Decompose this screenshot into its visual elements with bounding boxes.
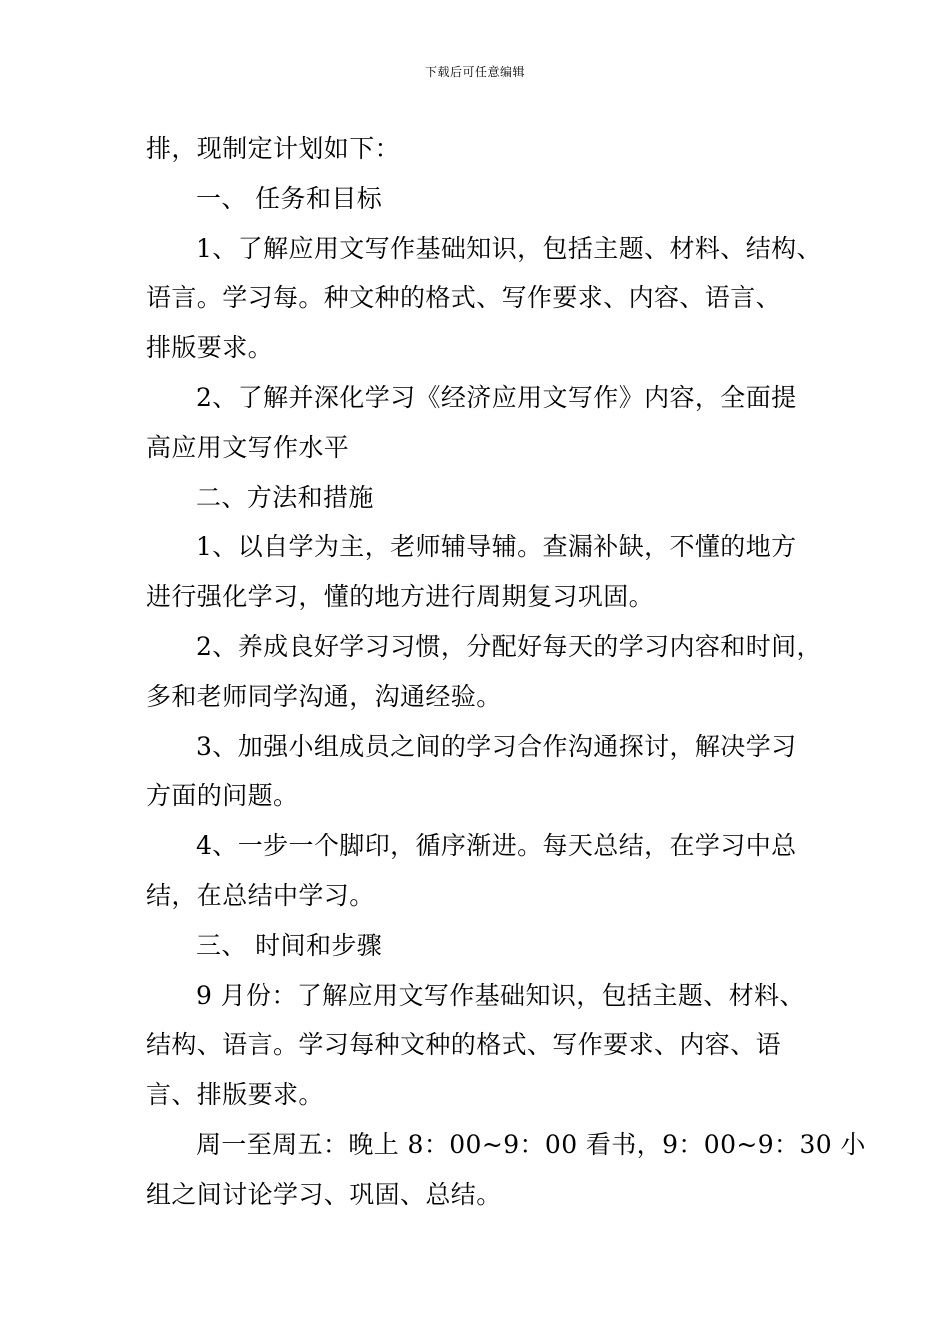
text-line: 方面的问题。 — [146, 781, 299, 811]
text-line: 结，在总结中学习。 — [146, 880, 375, 910]
text-line: 1、了解应用文写作基础知识，包括主题、材料、结构、 — [196, 233, 822, 263]
text-line: 2、了解并深化学习《经济应用文写作》内容，全面提 — [196, 382, 797, 412]
text-line: 排版要求。 — [146, 333, 274, 363]
section-heading: 三、 时间和步骤 — [196, 930, 383, 960]
text-line: 高应用文写作水平 — [146, 432, 350, 462]
section-heading: 二、方法和措施 — [196, 482, 374, 512]
text-line: 组之间讨论学习、巩固、总结。 — [146, 1179, 502, 1209]
text-line: 语言。学习每。种文种的格式、写作要求、内容、语言、 — [146, 283, 782, 313]
text-line: 排，现制定计划如下： — [146, 134, 401, 163]
text-line: 9 月份：了解应用文写作基础知识，包括主题、材料、 — [196, 980, 805, 1010]
text-line: 4、一步一个脚印，循序渐进。每天总结，在学习中总 — [196, 831, 797, 861]
text-line: 2、养成良好学习习惯，分配好每天的学习内容和时间， — [196, 631, 822, 661]
page-header: 下载后可任意编辑 — [424, 65, 525, 79]
text-line: 多和老师同学沟通，沟通经验。 — [146, 681, 502, 711]
text-line: 言、排版要求。 — [146, 1080, 324, 1110]
document-body — [146, 124, 866, 1220]
text-line: 3、加强小组成员之间的学习合作沟通探讨，解决学习 — [196, 731, 797, 761]
section-heading: 一、 任务和目标 — [196, 183, 383, 213]
text-line: 周一至周五：晚上 8：00~9：00 看书，9：00~9：30 小 — [196, 1129, 866, 1159]
text-line: 结构、语言。学习每种文种的格式、写作要求、内容、语 — [146, 1030, 782, 1060]
text-line: 进行强化学习，懂的地方进行周期复习巩固。 — [146, 582, 655, 612]
text-line: 1、以自学为主，老师辅导辅。查漏补缺，不懂的地方 — [196, 532, 797, 562]
